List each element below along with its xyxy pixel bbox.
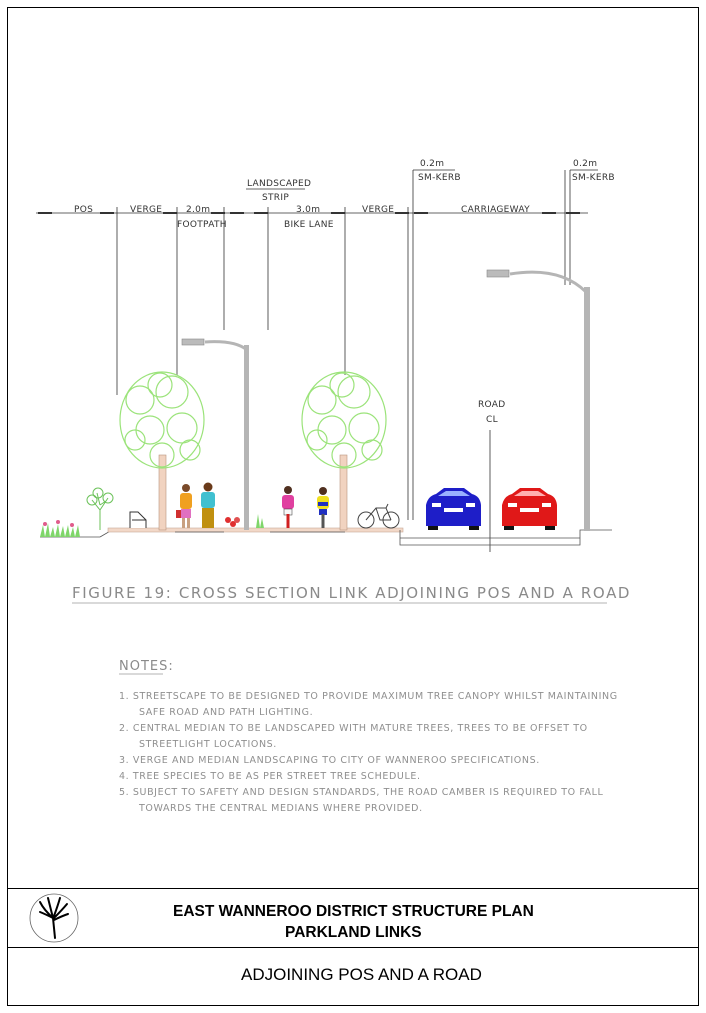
notes-list [119,691,618,814]
pedestrian-2 [201,483,215,529]
parked-bicycle [358,504,399,528]
label-bike-lane-width: 3.0m [296,205,321,215]
label-kerb-right: SM-KERB [572,173,615,183]
label-verge-left: VERGE [130,205,163,215]
note-line: 3. VERGE AND MEDIAN LANDSCAPING TO CITY OF WANNEROO SPECIFICATIONS. [119,755,540,766]
cyclist-1 [282,486,294,528]
dimension-labels [74,159,615,425]
title-line-1: EAST WANNEROO DISTRICT STRUCTURE PLAN [173,903,534,920]
figure-caption: FIGURE 19: CROSS SECTION LINK ADJOINING POS AND A ROAD [72,584,632,602]
label-pos: POS [74,205,94,215]
car-blue [426,488,481,530]
notes-heading: NOTES: [119,659,174,674]
cyclist-2 [317,487,329,528]
note-line: STREETLIGHT LOCATIONS. [139,739,277,750]
drawing-subtitle: ADJOINING POS AND A ROAD [241,965,482,984]
label-road: ROAD [478,400,506,410]
label-footpath: FOOTPATH [177,220,227,230]
note-line: 2. CENTRAL MEDIAN TO BE LANDSCAPED WITH MATURE TREES, TREES TO BE OFFSET TO [119,723,588,734]
label-cl: CL [486,415,498,425]
label-kerb-left: SM-KERB [418,173,461,183]
label-strip: STRIP [262,193,290,203]
bench [130,512,146,528]
streetlight-left [182,339,249,530]
label-bike-lane: BIKE LANE [284,220,334,230]
label-landscaped: LANDSCAPED [247,179,312,189]
title-line-2: PARKLAND LINKS [285,924,422,941]
small-tree-left [87,488,113,530]
car-red [502,488,557,530]
ground-profile [40,528,612,545]
label-kerb-left-width: 0.2m [420,159,445,169]
note-line: 4. TREE SPECIES TO BE AS PER STREET TREE SCHEDULE. [119,771,421,782]
label-verge-right: VERGE [362,205,395,215]
verge-tree-right [302,372,386,530]
note-line: SAFE ROAD AND PATH LIGHTING. [139,707,314,718]
low-plants [40,520,80,537]
pedestrian-1 [176,484,192,528]
note-line: TOWARDS THE CENTRAL MEDIANS WHERE PROVIDED. [139,803,423,814]
label-carriageway: CARRIAGEWAY [461,205,530,215]
note-line: 5. SUBJECT TO SAFETY AND DESIGN STANDARDS, THE ROAD CAMBER IS REQUIRED TO FALL [119,787,604,798]
label-kerb-right-width: 0.2m [573,159,598,169]
sheet-border [8,8,699,1006]
label-footpath-width: 2.0m [186,205,211,215]
tree-logo-icon [30,894,78,942]
note-line: 1. STREETSCAPE TO BE DESIGNED TO PROVIDE MAXIMUM TREE CANOPY WHILST MAINTAINING [119,691,618,702]
